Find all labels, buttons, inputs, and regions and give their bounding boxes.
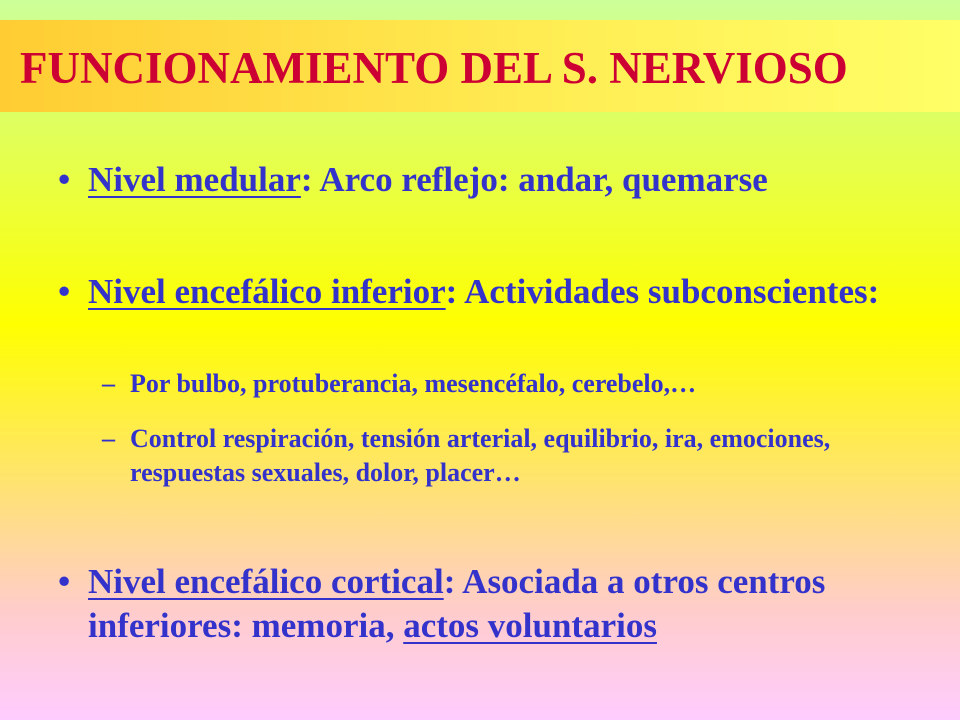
bullet-nivel-encefalico-cortical <box>58 560 938 648</box>
bullet-marker: • <box>58 272 71 311</box>
bullet-term: Nivel encefálico cortical <box>88 562 444 601</box>
bullet-text <box>88 270 938 314</box>
bullet-rest: : Arco reflejo: andar, quemarse <box>300 160 768 199</box>
sub-marker: – <box>102 369 115 398</box>
bullet-text <box>88 158 938 202</box>
bullet-marker: • <box>58 562 71 601</box>
bullet-nivel-medular <box>58 158 938 202</box>
bullet-term: Nivel encefálico inferior <box>88 272 446 311</box>
subitem-control <box>102 422 942 490</box>
bullet-term: Nivel medular <box>88 160 301 199</box>
bullet-rest: : Actividades subconscientes: <box>445 272 880 311</box>
bullet-marker: • <box>58 160 71 199</box>
bullet-nivel-encefalico-inferior <box>58 270 938 314</box>
subitem-text: Por bulbo, protuberancia, mesencéfalo, cerebelo,… <box>130 369 697 398</box>
bullet-rest: : Asociada a otros centros inferiores: memoria, <box>88 562 826 645</box>
sub-marker: – <box>102 424 115 453</box>
bullet-text <box>88 560 938 648</box>
bullet-term-2: actos voluntarios <box>403 606 657 645</box>
subitem-por-bulbo <box>102 367 942 401</box>
subitem-text: Control respiración, tensión arterial, equilibrio, ira, emociones, respuestas sexuales, dolor, placer… <box>130 424 831 487</box>
slide-title: FUNCIONAMIENTO DEL S. NERVIOSO <box>20 43 848 93</box>
